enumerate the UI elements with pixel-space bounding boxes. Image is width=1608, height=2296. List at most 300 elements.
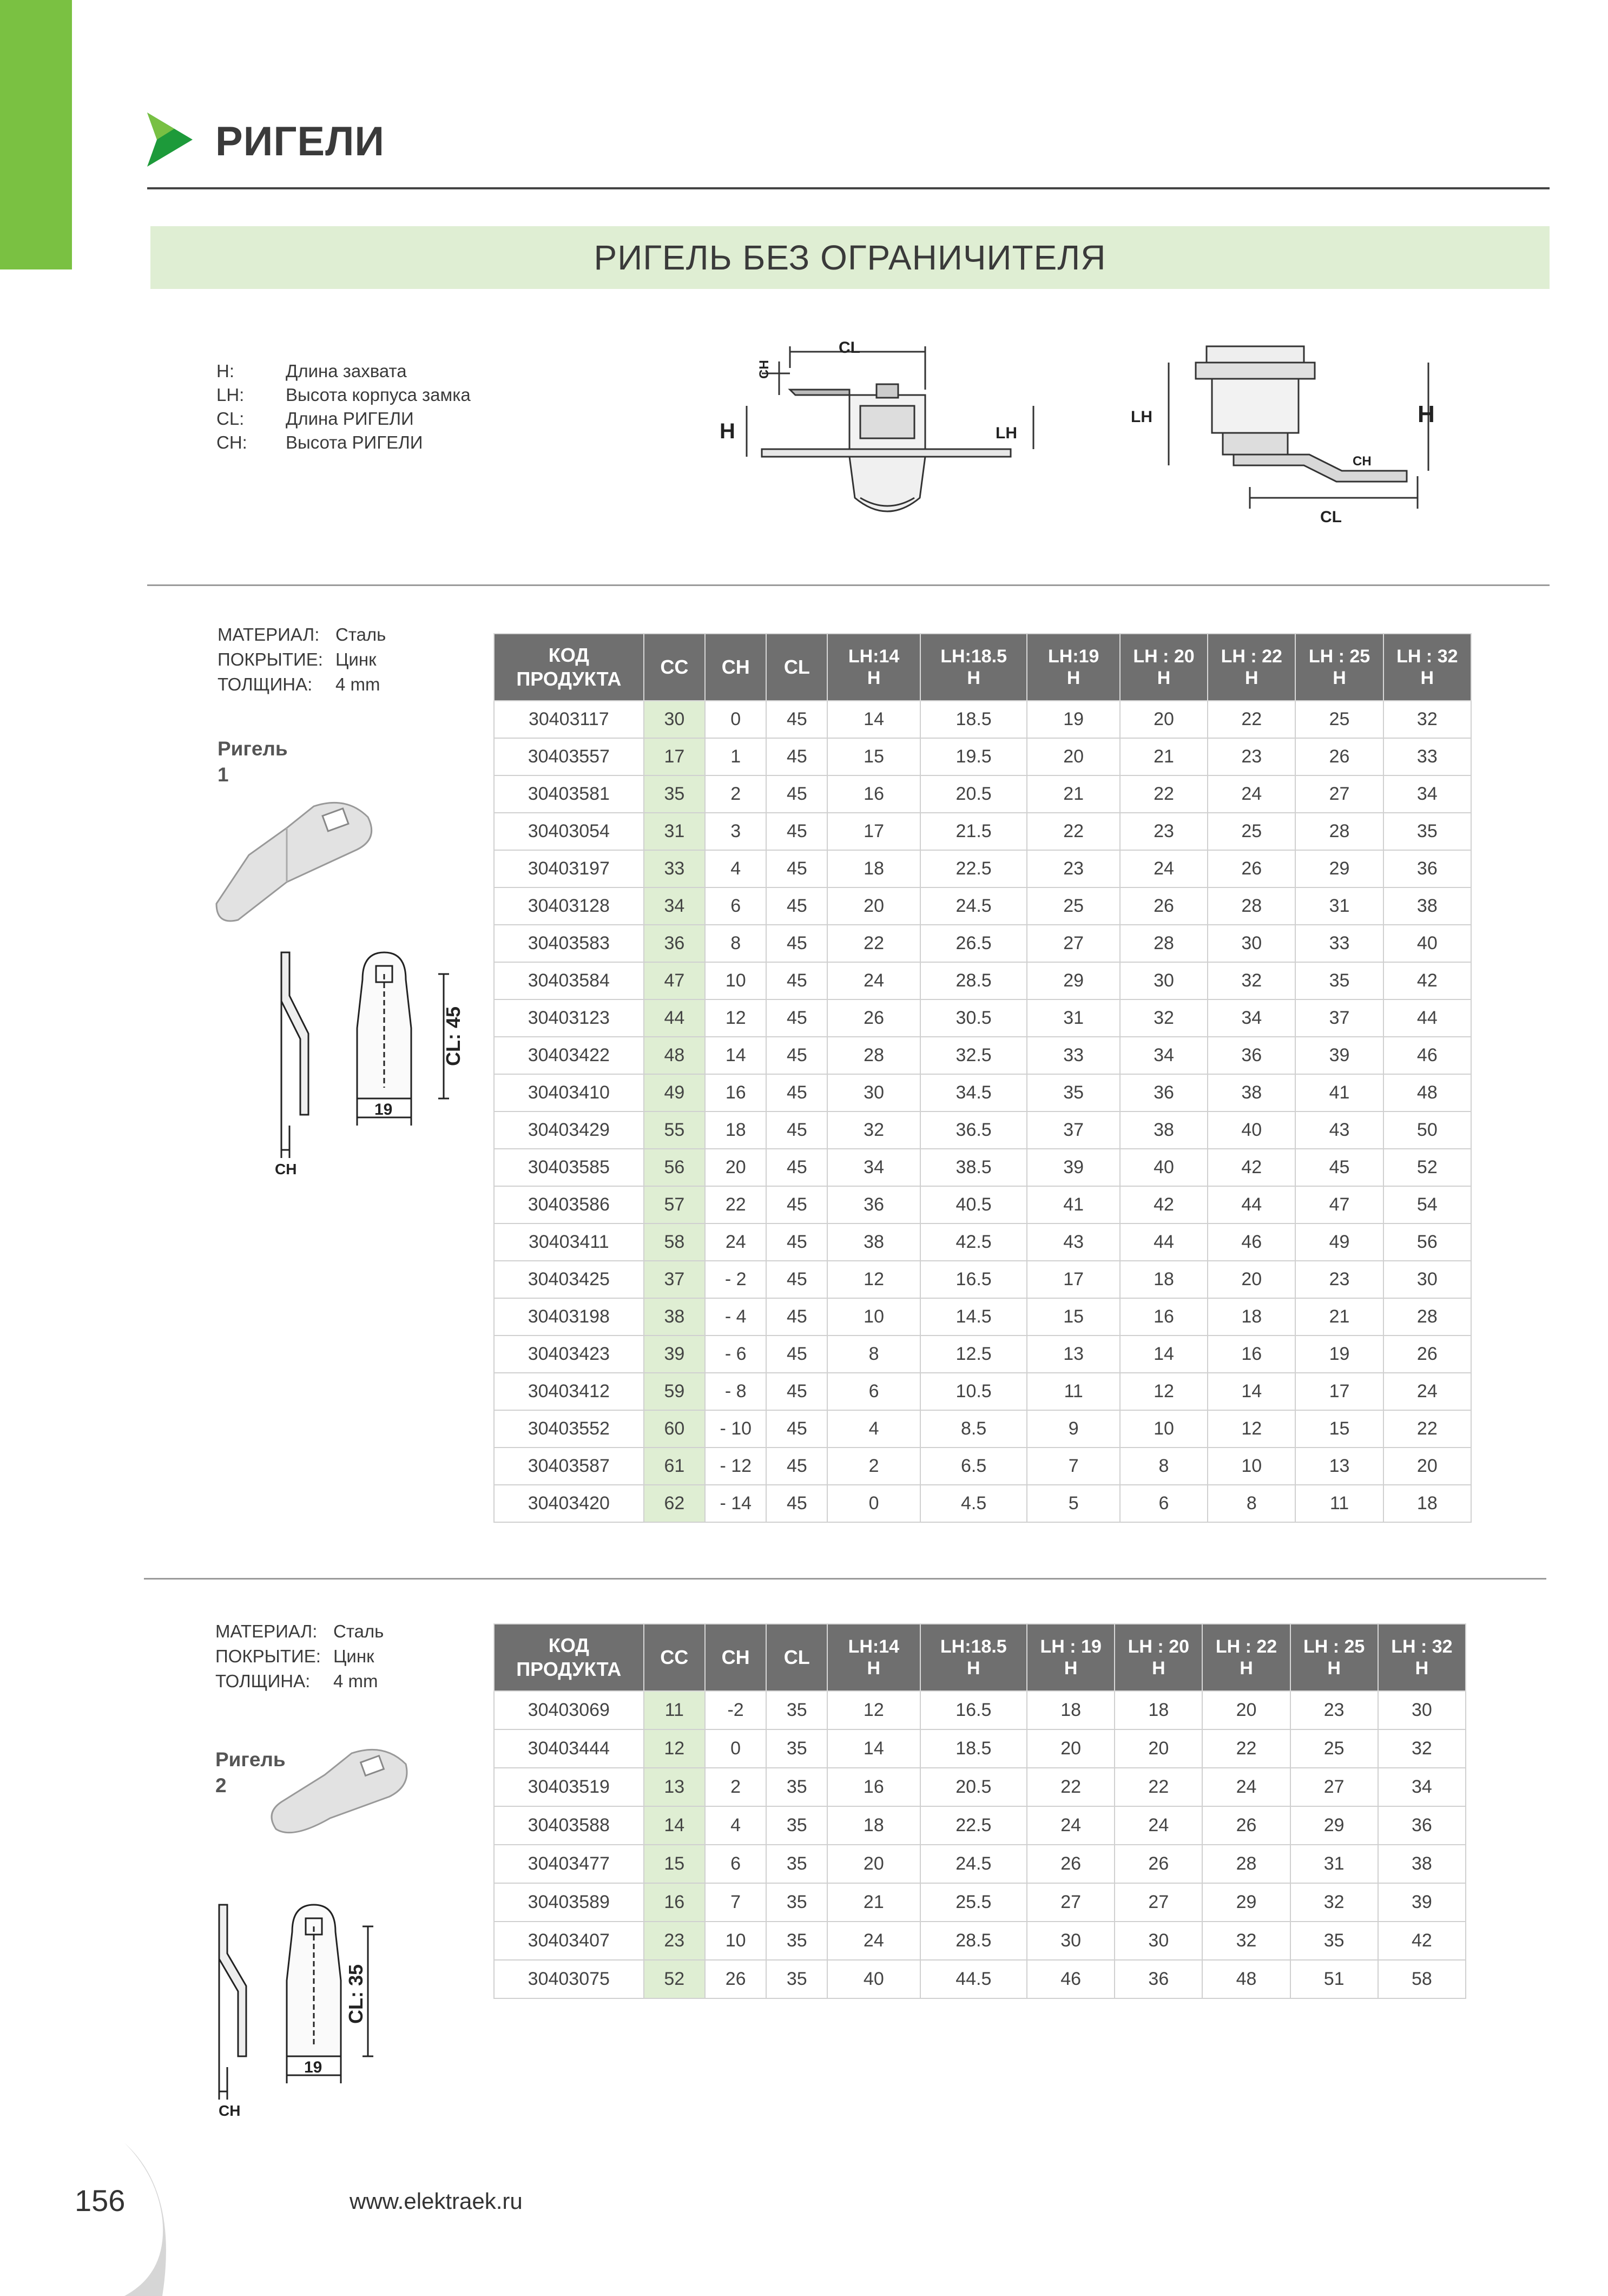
product-code-cell: 30403584 [494, 962, 644, 999]
table-cell: 20 [827, 887, 920, 925]
table-cell: 48 [1202, 1960, 1290, 1998]
table-cell: 24 [705, 1223, 766, 1261]
table-cell: 14 [1208, 1373, 1295, 1410]
table-cell: 56 [1383, 1223, 1471, 1261]
table-cell: 25 [1290, 1729, 1378, 1768]
table-cell: 8.5 [920, 1410, 1027, 1448]
column-header: LH : 20 H [1120, 634, 1208, 701]
table-cell: 38 [1378, 1845, 1466, 1883]
product-code-cell: 30403054 [494, 813, 644, 850]
table-cell: 42 [1383, 962, 1471, 999]
table-cell: 10 [705, 1922, 766, 1960]
table-cell: 38 [644, 1298, 705, 1336]
table-cell: 23 [1027, 850, 1119, 887]
table-cell: - 10 [705, 1410, 766, 1448]
table-cell: 35 [766, 1883, 827, 1922]
table-cell: 4 [827, 1410, 920, 1448]
column-header: CL [766, 1624, 827, 1691]
table-cell: - 2 [705, 1261, 766, 1298]
table-cell: 18 [1383, 1485, 1471, 1522]
table-cell: 12 [827, 1691, 920, 1729]
table-cell: 31 [1027, 999, 1119, 1037]
product-code-cell: 30403412 [494, 1373, 644, 1410]
table-cell: 31 [1295, 887, 1383, 925]
table-row [494, 925, 1471, 962]
table-cell: 44 [1208, 1186, 1295, 1223]
table-cell: 36 [644, 925, 705, 962]
product-code-cell: 30403587 [494, 1448, 644, 1485]
dimension-legend [216, 359, 471, 455]
table-cell: 16 [1120, 1298, 1208, 1336]
table-cell: 35 [1027, 1074, 1119, 1111]
table-cell: 41 [1295, 1074, 1383, 1111]
table-cell: 36 [1378, 1806, 1466, 1845]
column-header: LH:18.5 H [920, 1624, 1027, 1691]
section-divider [144, 1578, 1546, 1580]
table-cell: 6 [1120, 1485, 1208, 1522]
table-cell: 24 [1120, 850, 1208, 887]
table-cell: 36 [1120, 1074, 1208, 1111]
table-cell: 59 [644, 1373, 705, 1410]
column-header: LH : 25 H [1290, 1624, 1378, 1691]
table-cell: 45 [766, 1111, 827, 1149]
table-cell: 24 [827, 962, 920, 999]
table-cell: 33 [1295, 925, 1383, 962]
table-cell: 32 [1120, 999, 1208, 1037]
table-cell: 49 [1295, 1223, 1383, 1261]
table-cell: 36 [1115, 1960, 1202, 1998]
table-cell: 26 [1202, 1806, 1290, 1845]
table-cell: 12 [705, 999, 766, 1037]
table-cell: 8 [827, 1336, 920, 1373]
table-cell: 37 [1295, 999, 1383, 1037]
table-cell: 35 [766, 1768, 827, 1806]
table-cell: 45 [766, 1373, 827, 1410]
table-cell: 29 [1295, 850, 1383, 887]
table-cell: 12 [644, 1729, 705, 1768]
table-row [494, 1149, 1471, 1186]
column-header: КОД ПРОДУКТА [494, 634, 644, 701]
table-row [494, 1037, 1471, 1074]
table-cell: 46 [1208, 1223, 1295, 1261]
table-cell: 30 [1378, 1691, 1466, 1729]
table-cell: 24 [1202, 1768, 1290, 1806]
table-cell: 10 [705, 962, 766, 999]
table-cell: 6 [705, 1845, 766, 1883]
table-cell: 16 [827, 1768, 920, 1806]
table-row [494, 850, 1471, 887]
table-cell: 28.5 [920, 1922, 1027, 1960]
table-cell: 18 [1120, 1261, 1208, 1298]
product-code-cell: 30403410 [494, 1074, 644, 1111]
table-cell: 15 [1295, 1410, 1383, 1448]
table-cell: 21 [1295, 1298, 1383, 1336]
table-cell: 12 [827, 1261, 920, 1298]
table-cell: 46 [1027, 1960, 1115, 1998]
table-cell: 14 [1120, 1336, 1208, 1373]
table-cell: 36 [1208, 1037, 1295, 1074]
ch-label: CH [1353, 454, 1372, 469]
table-cell: 42.5 [920, 1223, 1027, 1261]
table-cell: 45 [1295, 1149, 1383, 1186]
table-cell: 14 [827, 1729, 920, 1768]
table-cell: 10.5 [920, 1373, 1027, 1410]
table-cell: 62 [644, 1485, 705, 1522]
table-cell: 52 [1383, 1149, 1471, 1186]
product-code-cell: 30403588 [494, 1806, 644, 1845]
table-cell: 25 [1208, 813, 1295, 850]
table-cell: 34 [1208, 999, 1295, 1037]
table-cell: 2 [827, 1448, 920, 1485]
product-table-1 [493, 633, 1472, 1523]
table-cell: 16 [705, 1074, 766, 1111]
product-code-cell: 30403197 [494, 850, 644, 887]
table-cell: 35 [1383, 813, 1471, 850]
table-cell: 19.5 [920, 738, 1027, 775]
table-cell: 18 [827, 850, 920, 887]
banner-title: РИГЕЛЬ БЕЗ ОГРАНИЧИТЕЛЯ [594, 238, 1106, 277]
cl-label: CL [839, 339, 860, 357]
table-cell: 29 [1290, 1806, 1378, 1845]
table-cell: 30 [1208, 925, 1295, 962]
table-cell: 35 [1295, 962, 1383, 999]
legend-row: H: Длина захвата [216, 361, 407, 381]
table-cell: 39 [1378, 1883, 1466, 1922]
table-cell: 39 [1027, 1149, 1119, 1186]
column-header: LH : 32 H [1383, 634, 1471, 701]
cam-drawing-2 [206, 1894, 411, 2121]
table-cell: 34 [827, 1149, 920, 1186]
cl-dimension-label: CL: 45 [442, 1006, 464, 1066]
table-cell: 18 [1027, 1691, 1115, 1729]
product-code-cell: 30403557 [494, 738, 644, 775]
legend-row: CH: Высота РИГЕЛИ [216, 432, 423, 452]
product-code-cell: 30403123 [494, 999, 644, 1037]
product-code-cell: 30403552 [494, 1410, 644, 1448]
table-cell: 5 [1027, 1485, 1119, 1522]
table-cell: 40.5 [920, 1186, 1027, 1223]
table-cell: 18 [1208, 1298, 1295, 1336]
table-cell: 32 [1383, 701, 1471, 738]
column-header: LH:14 H [827, 1624, 920, 1691]
cl-dimension-label: CL: 35 [345, 1964, 367, 2024]
table-cell: 42 [1208, 1149, 1295, 1186]
table-cell: 23 [1120, 813, 1208, 850]
table-cell: 4 [705, 1806, 766, 1845]
product-code-cell: 30403583 [494, 925, 644, 962]
table-cell: 10 [1120, 1410, 1208, 1448]
table-cell: 45 [766, 1410, 827, 1448]
table-cell: 11 [1295, 1485, 1383, 1522]
table-cell: 35 [766, 1845, 827, 1883]
table-cell: 26 [1027, 1845, 1115, 1883]
table-row [494, 1806, 1466, 1845]
column-header: LH:19 H [1027, 634, 1119, 701]
table-cell: 26 [1115, 1845, 1202, 1883]
lh-label: LH [996, 424, 1017, 442]
section-color-tab [0, 0, 72, 269]
table-cell: 14 [827, 701, 920, 738]
product-code-cell: 30403585 [494, 1149, 644, 1186]
table-cell: 45 [766, 1298, 827, 1336]
table-cell: 23 [1290, 1691, 1378, 1729]
page-number: 156 [75, 2183, 126, 2218]
cam-drawing-1 [260, 942, 487, 1180]
table-cell: 26 [1208, 850, 1295, 887]
table-cell: 43 [1027, 1223, 1119, 1261]
table-cell: 37 [644, 1261, 705, 1298]
table-cell: 28 [1295, 813, 1383, 850]
table-cell: 17 [1295, 1373, 1383, 1410]
table-cell: 12 [1120, 1373, 1208, 1410]
table-header-row [494, 634, 1471, 701]
table-cell: 13 [644, 1768, 705, 1806]
table-cell: 22 [1208, 701, 1295, 738]
table-cell: 32 [1202, 1922, 1290, 1960]
table-cell: -2 [705, 1691, 766, 1729]
table-cell: 17 [1027, 1261, 1119, 1298]
table-cell: 45 [766, 925, 827, 962]
table-cell: 25 [1027, 887, 1119, 925]
product-code-cell: 30403477 [494, 1845, 644, 1883]
ch-dimension-label: CH [275, 1161, 297, 1177]
table-cell: 18.5 [920, 701, 1027, 738]
table-cell: 10 [827, 1298, 920, 1336]
table-cell: 49 [644, 1074, 705, 1111]
table-cell: 47 [1295, 1186, 1383, 1223]
table-cell: 20 [1027, 738, 1119, 775]
table-cell: 22 [827, 925, 920, 962]
table-cell: 15 [1027, 1298, 1119, 1336]
table-cell: 7 [1027, 1448, 1119, 1485]
table-cell: 28 [1202, 1845, 1290, 1883]
legend-row: LH: Высота корпуса замка [216, 385, 471, 405]
table-cell: 28 [1383, 1298, 1471, 1336]
table-cell: 30 [827, 1074, 920, 1111]
page-title: РИГЕЛИ [215, 119, 385, 165]
column-header: LH : 32 H [1378, 1624, 1466, 1691]
table-cell: 10 [1208, 1448, 1295, 1485]
table-cell: 34 [1120, 1037, 1208, 1074]
lock-side-diagram [714, 335, 1060, 574]
table-row [494, 887, 1471, 925]
table-cell: 46 [1383, 1037, 1471, 1074]
table-cell: 11 [644, 1691, 705, 1729]
table-cell: 45 [766, 775, 827, 813]
table-cell: 26 [1383, 1336, 1471, 1373]
table-cell: 34 [1383, 775, 1471, 813]
table-cell: 45 [766, 1485, 827, 1522]
legend-row: CL: Длина РИГЕЛИ [216, 409, 414, 429]
column-header: CC [644, 634, 705, 701]
table-cell: 4.5 [920, 1485, 1027, 1522]
table-cell: - 6 [705, 1336, 766, 1373]
variant-label-1: Ригель 1 [218, 738, 288, 786]
table-cell: 17 [644, 738, 705, 775]
table-cell: 35 [766, 1806, 827, 1845]
table-cell: 45 [766, 1037, 827, 1074]
table-cell: 13 [1295, 1448, 1383, 1485]
table-cell: 30 [1120, 962, 1208, 999]
table-cell: 22.5 [920, 1806, 1027, 1845]
column-header: LH : 22 H [1202, 1624, 1290, 1691]
table-cell: 8 [705, 925, 766, 962]
table-cell: 22 [1383, 1410, 1471, 1448]
table-cell: 23 [1208, 738, 1295, 775]
table-cell: 3 [705, 813, 766, 850]
table-cell: 16 [827, 775, 920, 813]
table-cell: 28 [1208, 887, 1295, 925]
table-cell: 45 [766, 813, 827, 850]
table-cell: 45 [766, 701, 827, 738]
table-row [494, 1261, 1471, 1298]
table-cell: 31 [644, 813, 705, 850]
table-cell: 45 [766, 962, 827, 999]
product-code-cell: 30403581 [494, 775, 644, 813]
table-cell: - 14 [705, 1485, 766, 1522]
table-row [494, 1336, 1471, 1373]
table-cell: - 4 [705, 1298, 766, 1336]
table-cell: 34 [1378, 1768, 1466, 1806]
table-cell: 0 [827, 1485, 920, 1522]
product-code-cell: 30403425 [494, 1261, 644, 1298]
table-cell: 55 [644, 1111, 705, 1149]
table-row [494, 1298, 1471, 1336]
table-cell: 23 [1295, 1261, 1383, 1298]
table-cell: 40 [827, 1960, 920, 1998]
product-code-cell: 30403589 [494, 1883, 644, 1922]
website-link[interactable]: www.elektraek.ru [350, 2188, 523, 2214]
table-cell: 42 [1120, 1186, 1208, 1223]
table-cell: 60 [644, 1410, 705, 1448]
h-label: H [720, 419, 735, 443]
table-cell: 14.5 [920, 1298, 1027, 1336]
table-cell: 38 [1120, 1111, 1208, 1149]
table-cell: 52 [644, 1960, 705, 1998]
table-cell: 41 [1027, 1186, 1119, 1223]
material-info-1: МАТЕРИАЛ: Сталь ПОКРЫТИЕ: Цинк ТОЛЩИНА: 4 mm [218, 624, 386, 694]
table-cell: 2 [705, 775, 766, 813]
table-row [494, 813, 1471, 850]
table-cell: 34 [644, 887, 705, 925]
column-header: CC [644, 1624, 705, 1691]
table-cell: 48 [1383, 1074, 1471, 1111]
table-cell: 19 [1027, 701, 1119, 738]
lock-front-diagram [1115, 335, 1472, 552]
table-cell: 20.5 [920, 1768, 1027, 1806]
table-cell: 27 [1027, 925, 1119, 962]
table-cell: 27 [1295, 775, 1383, 813]
table-cell: 16.5 [920, 1261, 1027, 1298]
width-dimension-label: 19 [374, 1101, 393, 1119]
table-row [494, 999, 1471, 1037]
table-row [494, 738, 1471, 775]
table-row [494, 962, 1471, 999]
variant-label-2: Ригель 2 [215, 1748, 286, 1797]
table-cell: 22.5 [920, 850, 1027, 887]
table-cell: 20 [705, 1149, 766, 1186]
table-cell: 20 [1115, 1729, 1202, 1768]
product-code-cell: 30403117 [494, 701, 644, 738]
table-cell: 21 [1120, 738, 1208, 775]
table-cell: 16 [644, 1883, 705, 1922]
table-row [494, 775, 1471, 813]
product-code-cell: 30403075 [494, 1960, 644, 1998]
table-cell: 14 [644, 1806, 705, 1845]
table-cell: 24 [1115, 1806, 1202, 1845]
table-cell: 36 [827, 1186, 920, 1223]
table-cell: 23 [644, 1922, 705, 1960]
table-row [494, 1845, 1466, 1883]
table-cell: 18 [1115, 1691, 1202, 1729]
table-row [494, 1922, 1466, 1960]
title-arrow-icon [147, 113, 193, 167]
table-cell: 38 [1383, 887, 1471, 925]
table-row [494, 1111, 1471, 1149]
table-cell: 45 [766, 1261, 827, 1298]
table-cell: 51 [1290, 1960, 1378, 1998]
ch-label: CH [757, 360, 772, 379]
table-cell: 25.5 [920, 1883, 1027, 1922]
table-row [494, 1074, 1471, 1111]
section-banner [150, 226, 1550, 289]
table-cell: 20 [1208, 1261, 1295, 1298]
table-cell: - 12 [705, 1448, 766, 1485]
table-cell: 12.5 [920, 1336, 1027, 1373]
table-cell: - 8 [705, 1373, 766, 1410]
table-cell: 28 [827, 1037, 920, 1074]
column-header: LH : 25 H [1295, 634, 1383, 701]
table-cell: 25 [1295, 701, 1383, 738]
table-cell: 35 [766, 1922, 827, 1960]
product-code-cell: 30403444 [494, 1729, 644, 1768]
table-cell: 8 [1208, 1485, 1295, 1522]
table-cell: 45 [766, 850, 827, 887]
product-code-cell: 30403423 [494, 1336, 644, 1373]
table-cell: 31 [1290, 1845, 1378, 1883]
table-cell: 28.5 [920, 962, 1027, 999]
table-cell: 26 [705, 1960, 766, 1998]
table-cell: 24 [1027, 1806, 1115, 1845]
table-cell: 45 [766, 1074, 827, 1111]
table-cell: 30 [1027, 1922, 1115, 1960]
table-cell: 26 [1120, 887, 1208, 925]
table-cell: 16 [1208, 1336, 1295, 1373]
cl-label: CL [1320, 508, 1342, 526]
table-cell: 37 [1027, 1111, 1119, 1149]
table-cell: 45 [766, 1223, 827, 1261]
table-cell: 27 [1115, 1883, 1202, 1922]
table-cell: 27 [1290, 1768, 1378, 1806]
table-row [494, 1960, 1466, 1998]
table-cell: 43 [1295, 1111, 1383, 1149]
table-cell: 61 [644, 1448, 705, 1485]
cam-photo-1 [206, 795, 400, 936]
table-cell: 29 [1027, 962, 1119, 999]
table-cell: 32.5 [920, 1037, 1027, 1074]
table-cell: 44.5 [920, 1960, 1027, 1998]
table-cell: 16.5 [920, 1691, 1027, 1729]
table-cell: 18.5 [920, 1729, 1027, 1768]
table-cell: 29 [1202, 1883, 1290, 1922]
table-cell: 34.5 [920, 1074, 1027, 1111]
column-header: LH : 20 H [1115, 1624, 1202, 1691]
table-cell: 27 [1027, 1883, 1115, 1922]
table-cell: 6 [827, 1373, 920, 1410]
table-cell: 45 [766, 887, 827, 925]
h-label: H [1418, 401, 1435, 427]
table-cell: 35 [766, 1960, 827, 1998]
